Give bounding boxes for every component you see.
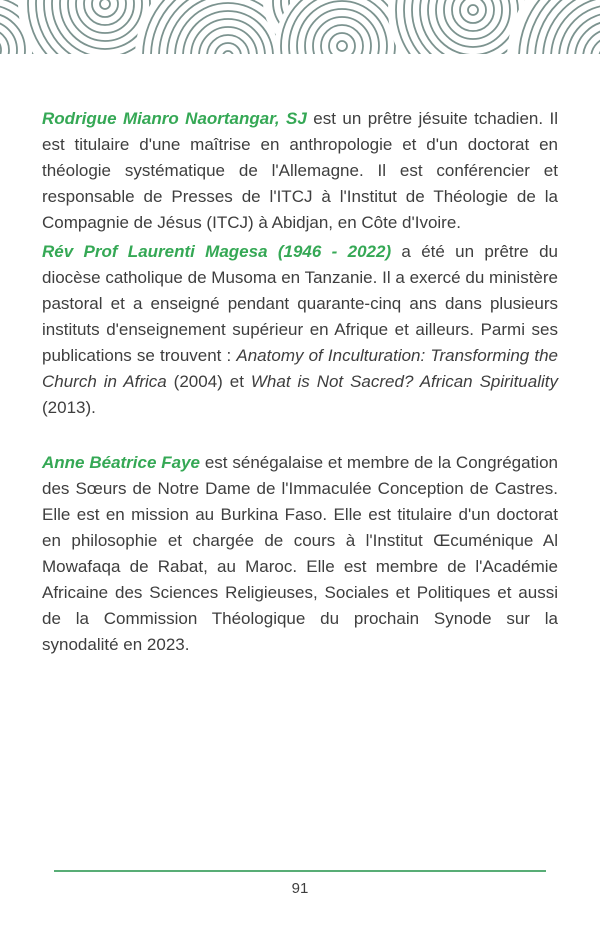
bio-paragraph-anne-faye (42, 450, 558, 658)
author-name: Anne Béatrice Faye (42, 453, 201, 472)
bio-text: (2004) et (166, 372, 251, 391)
page-number: 91 (291, 880, 309, 897)
bio-text: (2013). (42, 398, 96, 417)
book-title: What is Not Sacred? African Spirituality (250, 372, 558, 391)
bio-text: est sénégalaise et membre de la Congrégation des Sœurs de Notre Dame de l'Immaculée Conception de Castres. Elle est en mission au Burkina Faso. Elle est titulaire d'un doctorat en philosophie et chargée de cours à l'Institut Œcuménique Al Mowafaqa de Rabat, au Maroc. Elle est membre de l'Académie Africaine des Sciences Religieuses, Sociales et Politiques et aussi de la Commission Théologique du prochain Synode sur la synodalité en 2023. (42, 453, 558, 654)
bio-paragraph-laurenti-magesa (42, 239, 558, 421)
footer-divider (54, 870, 546, 872)
bio-paragraph-rodrigue-naortangar (42, 106, 558, 236)
author-name: Rév Prof Laurenti Magesa (1946 - 2022) (42, 242, 392, 261)
bio-text: est un prêtre jésuite tchadien. Il est titulaire d'une maîtrise en anthropologie et d'un doctorat en théologie systématique de l'Allemagne. Il est conférencier et responsable de Presses de l'ITCJ à l'Institut de Théologie de la Compagnie de Jésus (ITCJ) à Abidjan, en Côte d'Ivoire. (42, 109, 558, 232)
book-title: Anatomy of Inculturation: Transforming the Church in Africa (42, 346, 558, 391)
header-wave-pattern (0, 0, 600, 54)
biographies-section (42, 106, 558, 661)
bio-text: a été un prêtre du diocèse catholique de Musoma en Tanzanie. Il a exercé du ministère pastoral et a enseigné pendant quarante-cinq ans dans plusieurs instituts d'enseignement supérieur en Afrique et ailleurs. Parmi ses publications se trouvent : (42, 242, 558, 365)
author-name: Rodrigue Mianro Naortangar, SJ (42, 109, 307, 128)
